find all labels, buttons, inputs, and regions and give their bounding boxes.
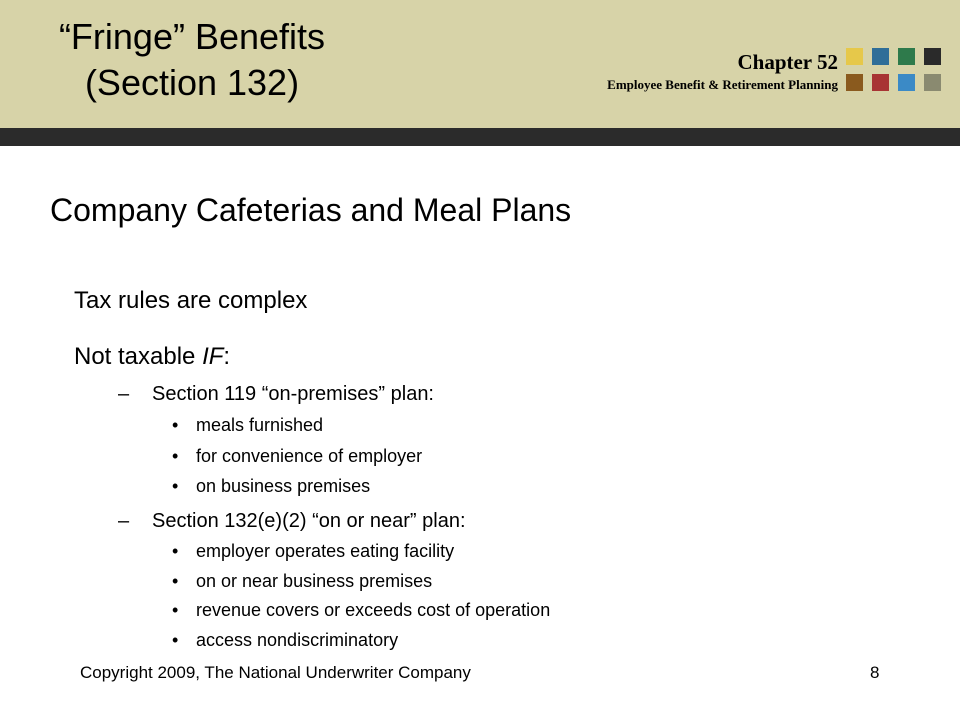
point-not-taxable-emphasis: IF [202,343,224,370]
bullet-marker: • [172,415,179,435]
swatch-light-blue [898,74,915,91]
list-item-text: meals furnished [196,415,324,435]
swatch-red [872,74,889,91]
point-not-taxable-prefix: Not taxable [74,343,203,370]
list-item [172,628,398,652]
bullet-marker: • [172,476,179,496]
list-item [172,539,454,563]
deck-title: “Fringe” Benefits (Section 132) [58,16,326,103]
list-item [172,598,550,622]
chapter-block [607,50,838,94]
list-item [172,413,323,437]
bullet-marker: • [172,600,179,620]
swatch-brown [846,74,863,91]
sub-point-label: Section 119 “on-premises” plan: [152,383,434,405]
list-item [172,569,432,593]
sub-point-label: Section 132(e)(2) “on or near” plan: [152,510,466,532]
bullet-marker: • [172,446,179,466]
swatch-yellow [846,48,863,65]
footer-copyright: Copyright 2009, The National Underwriter Company [80,663,471,682]
list-item-text: revenue covers or exceeds cost of operation [196,600,551,620]
sub-point-section-132 [118,508,466,534]
slide-header [0,0,960,128]
point-tax-rules: Tax rules are complex [74,287,308,314]
swatch-black [924,48,941,65]
list-item-text: on business premises [196,476,371,496]
bullet-marker: • [172,630,179,650]
list-item-text: access nondiscriminatory [196,630,399,650]
bullet-marker: • [172,571,179,591]
page-number: 8 [870,663,880,682]
list-item [172,444,422,468]
header-divider [0,128,960,146]
point-not-taxable-suffix: : [223,343,231,370]
slide-title: Company Cafeterias and Meal Plans [50,192,572,228]
list-item [172,474,370,498]
swatch-blue [872,48,889,65]
bullet-marker: • [172,541,179,561]
list-item-text: on or near business premises [196,571,433,591]
sub-point-section-119 [118,381,434,407]
swatch-green [898,48,915,65]
dash-marker: – [118,383,130,405]
list-item-text: for convenience of employer [196,446,423,466]
dash-marker: – [118,510,130,532]
point-not-taxable [74,342,230,372]
color-swatch-grid [846,48,942,94]
swatch-gray [924,74,941,91]
list-item-text: employer operates eating facility [196,541,455,561]
chapter-subtitle: Employee Benefit & Retirement Planning [607,77,838,92]
chapter-title: Chapter 52 [737,50,838,74]
